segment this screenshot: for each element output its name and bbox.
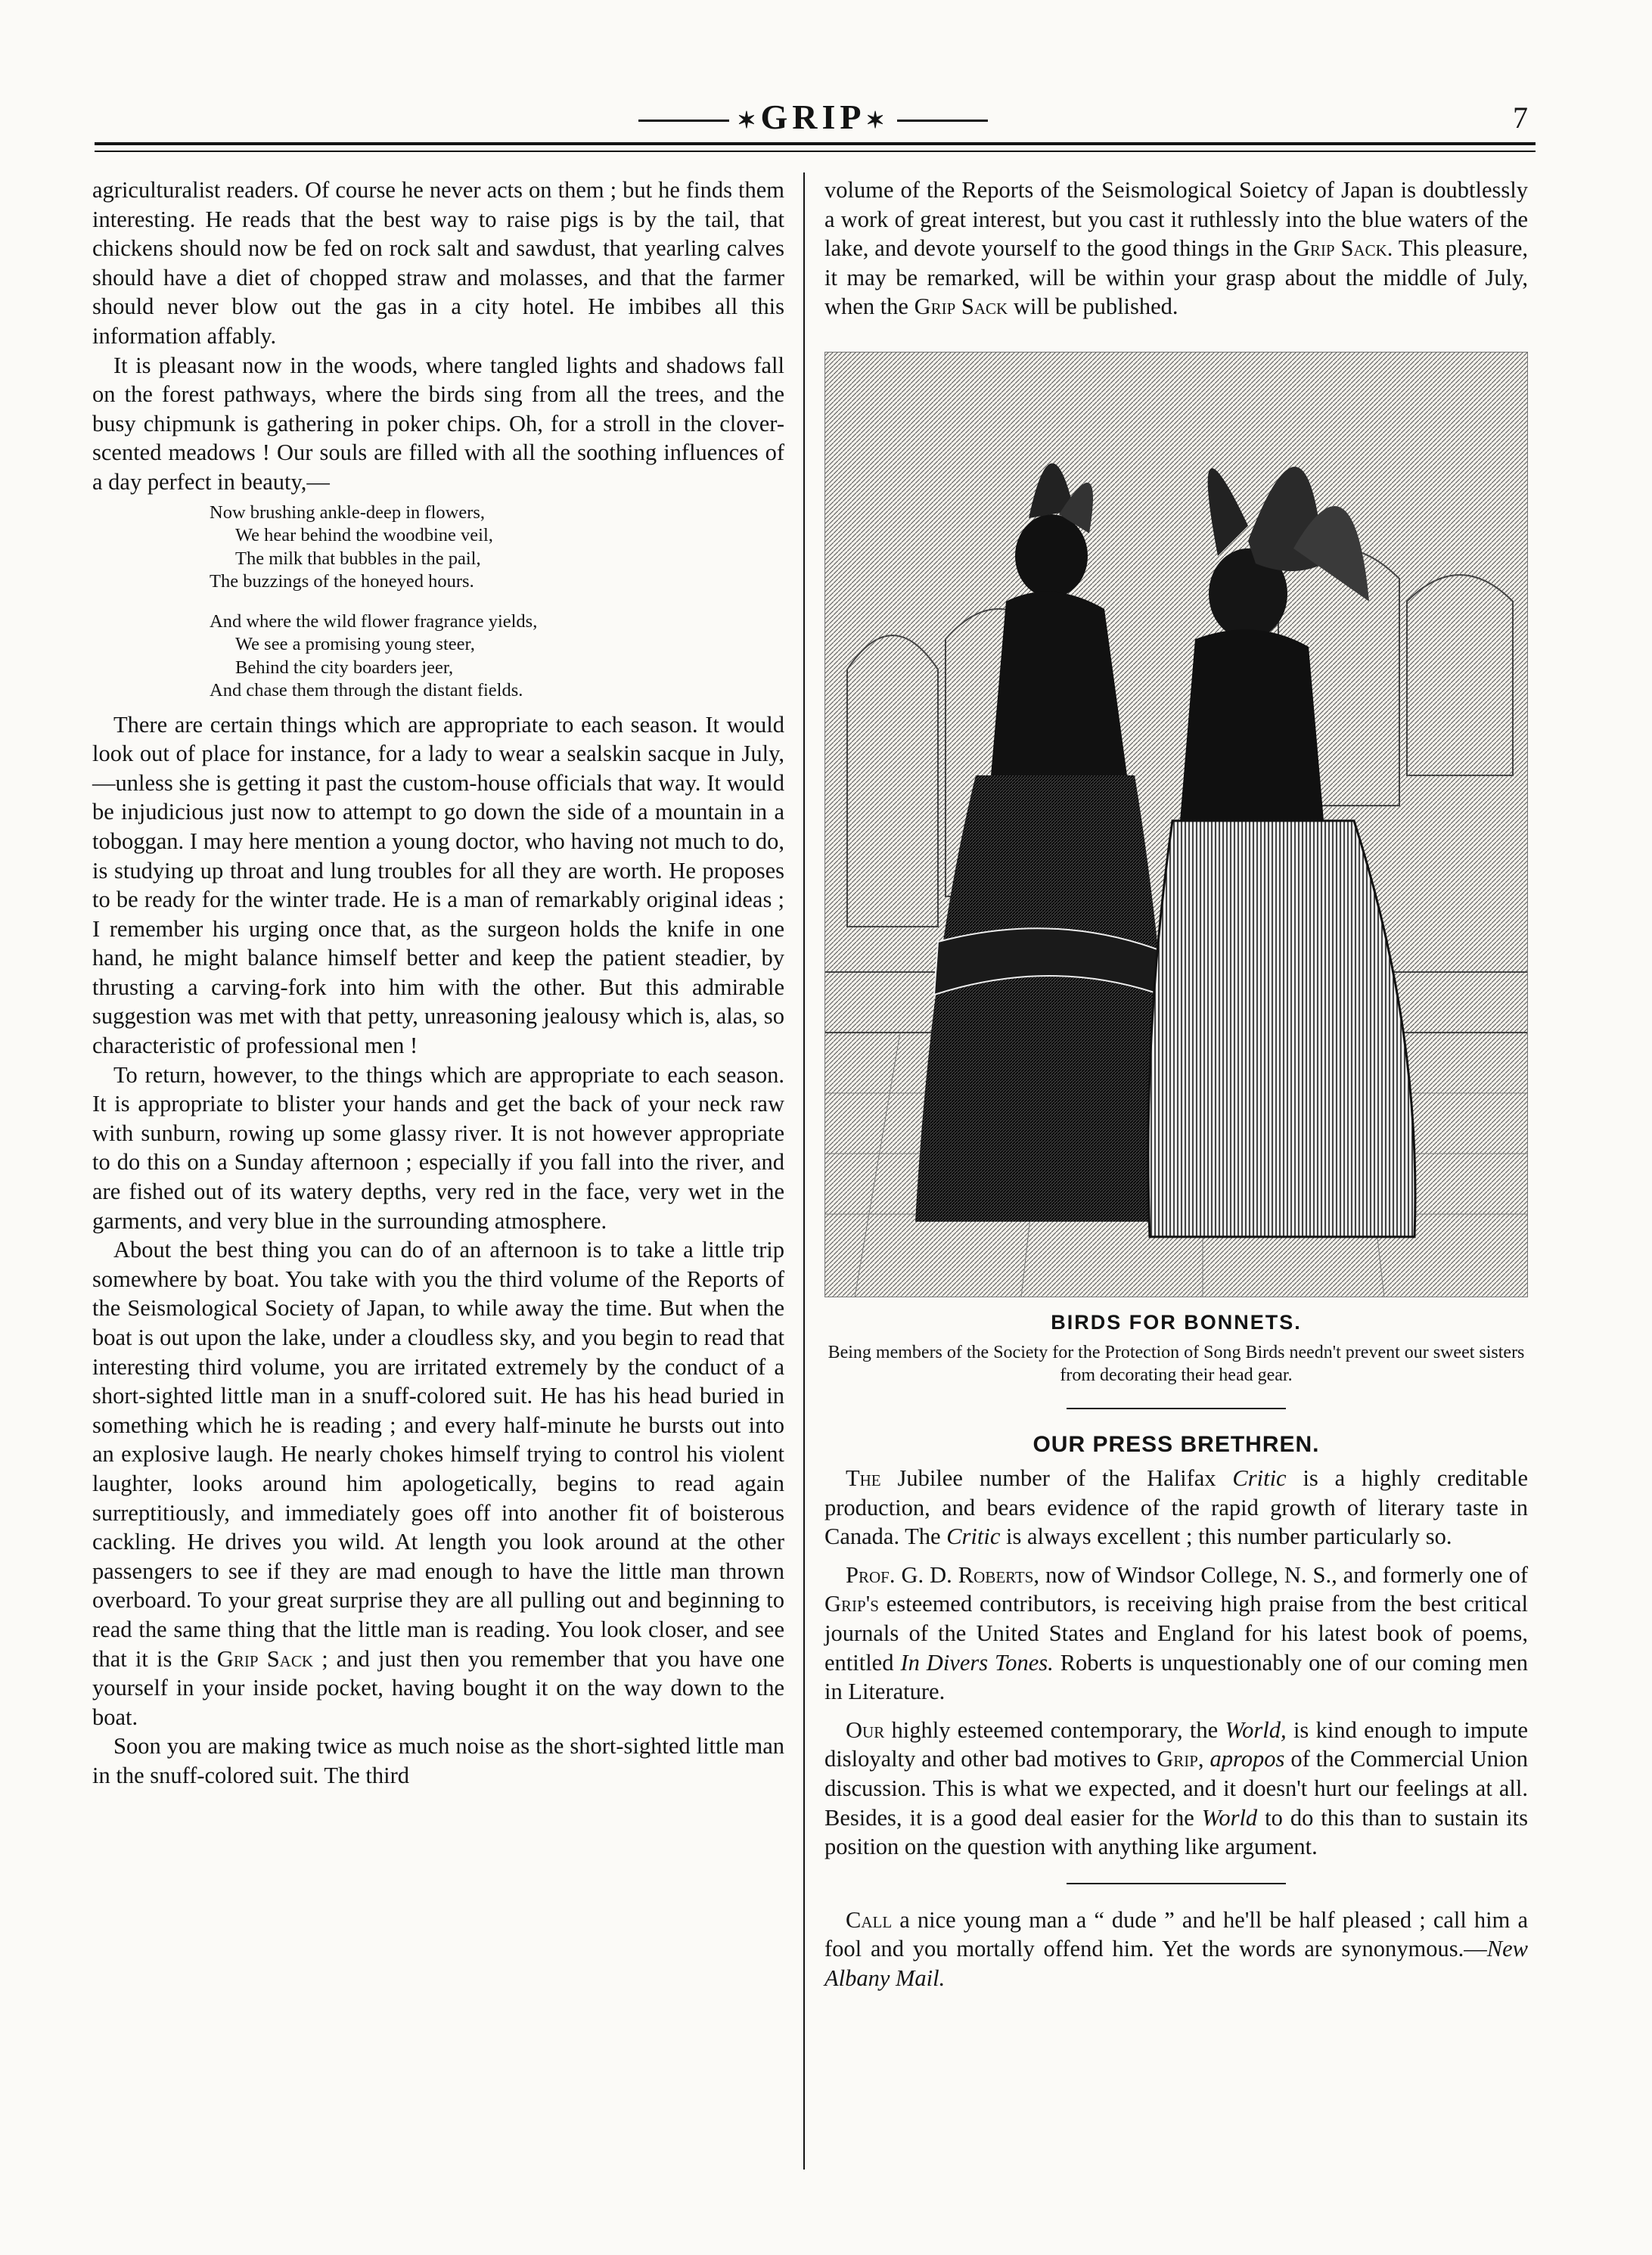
source-attribution: New Albany Mail. (824, 1936, 1528, 1991)
text-run: to do this than to sustain its position on the question with anything like argument. (824, 1804, 1528, 1860)
paragraph (824, 1464, 1528, 1551)
poem-stanza (210, 610, 784, 703)
text-run: Jubilee number of the Halifax (897, 1465, 1216, 1491)
text-run: of the Commercial Union discussion. This is what we expected, and it doesn't hurt our feelings at all. Besides, it is a good deal easier for the (824, 1746, 1528, 1831)
header-rule-thin (95, 151, 1536, 152)
header-rule-thick (95, 142, 1536, 145)
paragraph: agriculturalist readers. Of course he never acts on them ; but he finds them interesting. He reads that the best way to raise pigs is by the tail, that chickens should now be fed on rock salt and sawdust, that yearling calves should have a diet of chopped straw and molasses, and that the farmer should never blow out the gas in a city hotel. He imbibes all this information affably. (92, 177, 784, 349)
masthead-rule-left (638, 120, 729, 122)
masthead-title (91, 97, 1536, 137)
publication-name: World (1201, 1804, 1258, 1831)
masthead (91, 83, 1536, 151)
paragraph (824, 175, 1528, 321)
publication-name: Critic (946, 1524, 1001, 1550)
publication-name: Grip's (824, 1591, 879, 1617)
paragraph (824, 1906, 1528, 1993)
lead-in: Prof. G. D. Roberts, (846, 1561, 1040, 1588)
grip-sack-name: Grip Sack (914, 294, 1008, 320)
text-run: volume of the Reports of the Seismological Soietcy of Japan is doubtlessly a work of great interest, but you cast it ruthlessly into the blue waters of the lake, and devote yourself to the good things in the (824, 177, 1528, 262)
illustration-caption: Being members of the Society for the Protection of Song Birds needn't prevent our sweet sisters from decorating their head gear. (828, 1342, 1525, 1385)
text-run: apropos (1210, 1746, 1285, 1772)
text-run: is a highly creditable production, and bears evidence of the rapid growth of literary taste in Canada. The (824, 1465, 1529, 1550)
birds-for-bonnets-engraving (824, 352, 1528, 1297)
publication-name: Critic (1232, 1465, 1287, 1491)
grip-sack-name: Grip Sack. (1293, 235, 1393, 262)
text-run: highly esteemed contemporary, the (891, 1716, 1219, 1743)
book-title: In Divers Tones. (900, 1649, 1054, 1676)
poem-line: Behind the city boarders jeer, (235, 657, 454, 678)
poem-line: Now brushing ankle-deep in flowers, (210, 502, 486, 523)
lead-in: Call (846, 1906, 893, 1933)
publication-name: World, (1225, 1716, 1287, 1743)
paragraph (92, 1235, 784, 1732)
left-column (92, 175, 784, 1791)
text-run: now of Windsor College, N. S., and formerly one of (1045, 1561, 1528, 1588)
right-column (824, 175, 1528, 1993)
text-run: About the best thing you can do of an afternoon is to take a little trip somewhere by boat. You take with you the third volume of the Reports of the Seismological Society of Japan, to while away the time. But when the boat is out upon the lake, under a cloudless sky, and you begin to read that interesting third volume, you are irritated extremely by the conduct of a short-sighted little man in a snuff-colored suit. He has his head buried in something which he is reading ; and every half-minute he bursts out into an explosive laugh. He nearly chokes himself trying to control his violent laughter, looks around him apologetically, begins to read again surreptitiously, and immediately goes off into another fit of boisterous cackling. He drives you wild. At length you look around at the other passengers to see if they are mad enough to have the little man thrown overboard. To your great surprise they are all pulling out and beginning to read the same thing that the little man is reading. You look closer, and see that it is the (92, 1237, 784, 1672)
star-icon: ✶ (737, 107, 761, 133)
poem-line: And chase them through the distant fields. (210, 680, 523, 701)
paragraph: To return, however, to the things which are appropriate to each season. It is appropriate to blister your hands and get the back of your neck raw with sunburn, rowing up some glassy river. It is not however appropriate to do this on a Sunday afternoon ; especially if you fall into the river, and are fished out of its watery depths, very red in the face, very wet in the garments, and very blue in the surrounding atmosphere. (92, 1061, 784, 1234)
section-divider (1067, 1883, 1286, 1884)
paragraph: Soon you are making twice as much noise as the short-sighted little man in the snuff-colored suit. The third (92, 1733, 784, 1788)
illustration-title: BIRDS FOR BONNETS. (1051, 1310, 1302, 1334)
poem-line: We see a promising young steer, (235, 634, 475, 655)
publication-name: Grip, (1157, 1746, 1204, 1772)
paragraph: It is pleasant now in the woods, where tangled lights and shadows fall on the forest pathways, where the birds sing from all the trees, and the busy chipmunk is gathering in poker chips. Oh, for a stroll in the clover-scented meadows ! Our souls are filled with all the soothing influences of a day perfect in beauty,— (92, 352, 784, 495)
section-heading: OUR PRESS BRETHREN. (1032, 1431, 1320, 1457)
poem-stanza (210, 502, 784, 594)
text-run: This pleasure, it may be remarked, will be within your grasp about the middle of July, when the (824, 235, 1529, 320)
lead-in: Our (846, 1716, 885, 1743)
section-divider (1067, 1408, 1286, 1409)
lead-in: The (846, 1465, 881, 1491)
text-run: ; and just then you remember that you have one yourself in your inside pocket, having bought it on the way down to the boat. (92, 1645, 785, 1730)
poem-line: And where the wild flower fragrance yields, (210, 610, 538, 632)
grip-sack-name: Grip Sack (216, 1645, 314, 1672)
poem-line: The buzzings of the honeyed hours. (210, 571, 474, 592)
poem-line: We hear behind the woodbine veil, (235, 525, 493, 546)
text-run: is kind enough to impute disloyalty and other bad motives to (824, 1716, 1529, 1772)
paragraph (824, 1716, 1528, 1862)
masthead-rule-right (897, 120, 988, 122)
poem-line: The milk that bubbles in the pail, (235, 548, 481, 569)
text-run: Roberts is unquestionably one of our coming men in Literature. (824, 1649, 1529, 1705)
star-icon: ✶ (865, 107, 890, 133)
column-divider (803, 172, 805, 2170)
paragraph (824, 1561, 1528, 1707)
text-run: is always excellent ; this number particularly so. (1006, 1524, 1452, 1550)
paragraph: There are certain things which are appropriate to each season. It would look out of place for instance, for a lady to wear a sealskin sacque in July,—unless she is getting it past the custom-house officials that way. It would be injudicious just now to attempt to go down the side of a mountain in a toboggan. I may here mention a young doctor, who having not much to do, is studying up throat and lung troubles for all they are worth. He proposes to be ready for the winter trade. He is a man of remarkably original ideas ; I remember his urging once that, as the surgeon holds the knife in one hand, he might balance himself better and keep the patient steadier, by thrusting a carving-fork into him with the other. But this admirable suggestion was met with that petty, unreasoning jealousy which is, alas, so characteristic of professional men ! (92, 711, 784, 1059)
text-run: a nice young man a “ dude ” and he'll be half pleased ; call him a fool and you mortally offend him. Yet the words are synonymous.— (824, 1906, 1528, 1962)
text-run: esteemed contributors, is receiving high praise from the best critical journals of the United States and England for his latest book of poems, entitled (824, 1591, 1528, 1676)
text-run: will be published. (1013, 294, 1178, 320)
page-number: 7 (1513, 101, 1528, 135)
publication-title: GRIP (760, 98, 866, 136)
